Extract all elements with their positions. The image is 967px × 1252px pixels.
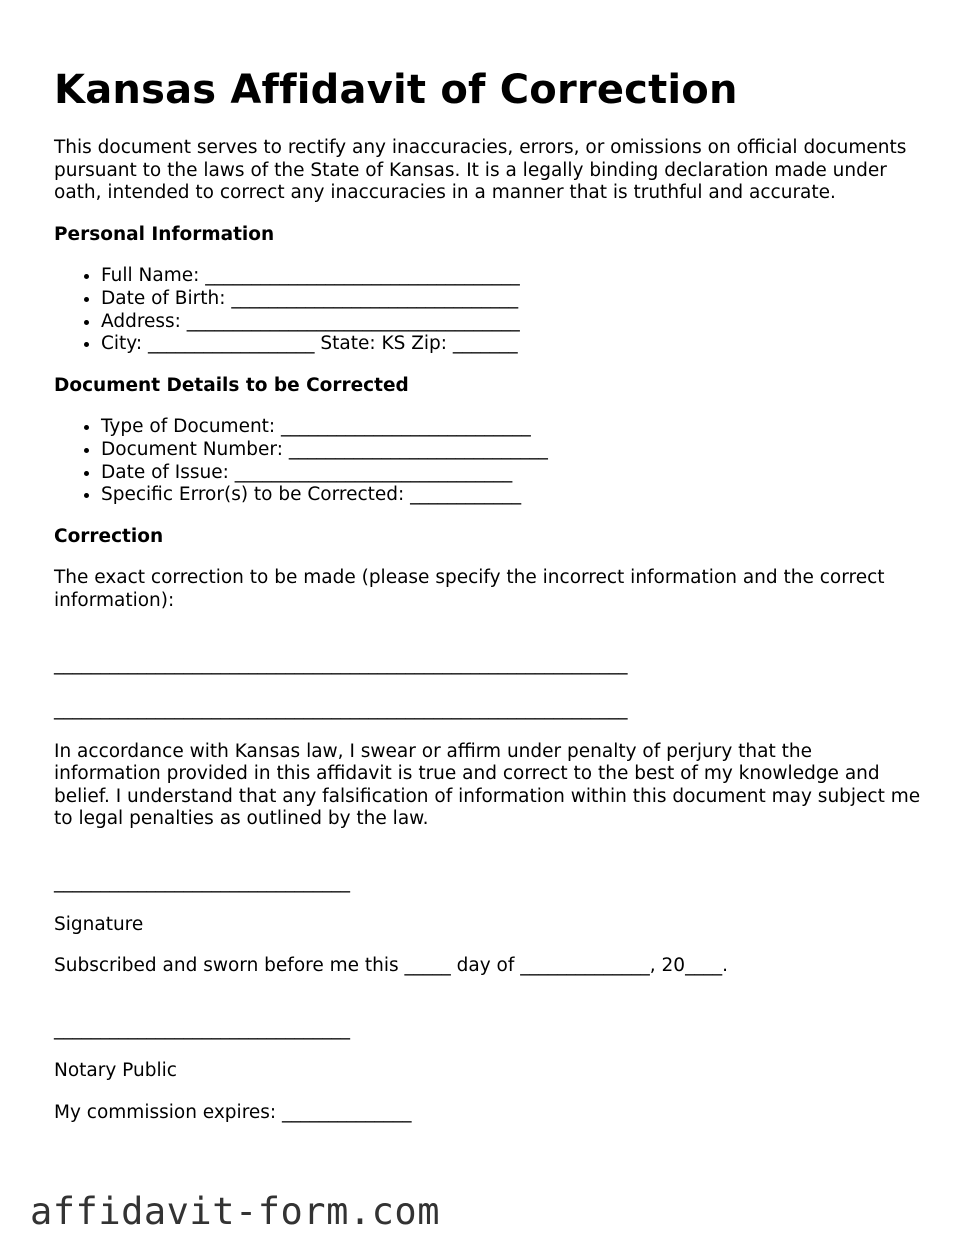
- full-name-field[interactable]: • Full Name: __________________________________: [101, 265, 924, 288]
- commission-expires-field[interactable]: My commission expires: ______________: [54, 1102, 412, 1124]
- correction-line-2[interactable]: ______________________________________________________________: [54, 699, 628, 721]
- date-of-birth-field[interactable]: • Date of Birth: _______________________________: [101, 288, 924, 311]
- oath-paragraph: In accordance with Kansas law, I swear or affirm under penalty of perjury that the information provided in this affidavit is true and correct to the best of my knowledge and belief. I understand that any falsification of information within this document may subject me to legal penalties as outlined by the law.: [54, 740, 921, 830]
- affidavit-document: [54, 66, 924, 1144]
- personal-info-list: [54, 265, 924, 355]
- watermark-text: affidavit-form.com: [30, 1190, 440, 1233]
- signature-label: Signature: [54, 913, 144, 935]
- personal-info-heading: Personal Information: [54, 223, 275, 245]
- correction-instruction: The exact correction to be made (please specify the incorrect information and the correct information):: [54, 567, 885, 611]
- address-field[interactable]: • Address: ____________________________________: [101, 311, 924, 334]
- intro-paragraph: This document serves to rectify any inaccuracies, errors, or omissions on official documents pursuant to the laws of the State of Kansas. It is a legally binding declaration made under oath, intended to correct any inaccuracies in a manner that is truthful and accurate.: [54, 137, 907, 204]
- document-number-field[interactable]: • Document Number: ____________________________: [101, 439, 924, 462]
- specific-errors-field[interactable]: • Specific Error(s) to be Corrected: ____________: [101, 484, 924, 507]
- notary-signature-line[interactable]: ________________________________: [54, 1018, 350, 1040]
- page-title: Kansas Affidavit of Correction: [54, 67, 738, 113]
- spacer: [54, 632, 924, 654]
- spacer: [54, 850, 924, 872]
- spacer: [54, 997, 924, 1019]
- type-of-document-field[interactable]: • Type of Document: ___________________________: [101, 416, 924, 439]
- correction-line-1[interactable]: ______________________________________________________________: [54, 653, 628, 675]
- notary-label: Notary Public: [54, 1060, 177, 1082]
- signature-line[interactable]: ________________________________: [54, 872, 350, 894]
- document-details-list: [54, 416, 924, 506]
- correction-heading: Correction: [54, 525, 164, 547]
- sworn-statement[interactable]: Subscribed and sworn before me this _____ day of ______________, 20____.: [54, 955, 728, 977]
- document-details-heading: Document Details to be Corrected: [54, 374, 409, 396]
- date-of-issue-field[interactable]: • Date of Issue: ______________________________: [101, 462, 924, 485]
- city-state-zip-field[interactable]: • City: __________________ State: KS Zip: _______: [101, 333, 924, 356]
